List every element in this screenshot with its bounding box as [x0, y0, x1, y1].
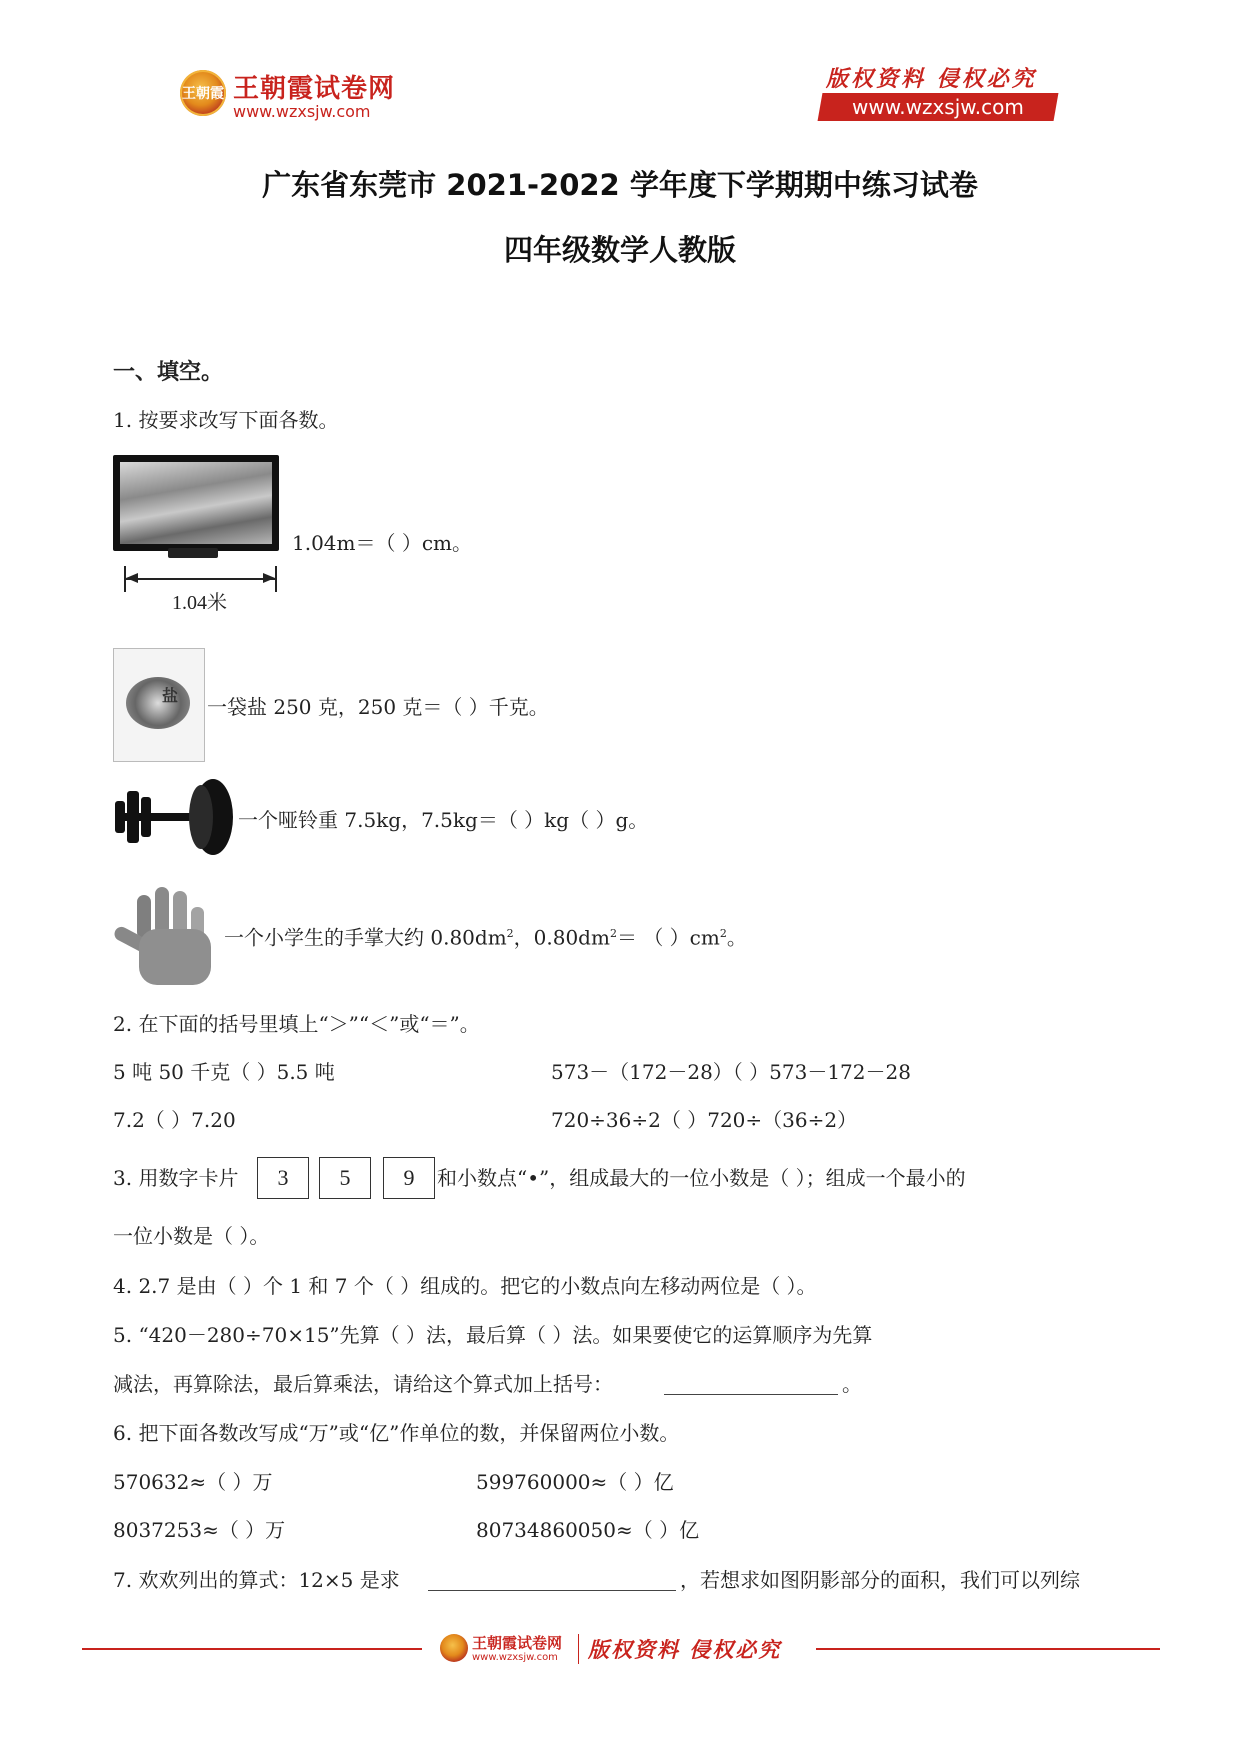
q5-line2: 减法，再算除法，最后算乘法，请给这个算式加上括号：: [113, 1372, 613, 1396]
footer-rule-left: [82, 1648, 422, 1650]
q4-text: 4. 2.7 是由（ ）个 1 和 7 个（ ）组成的。把它的小数点向左移动两位是（ ）。: [113, 1274, 817, 1298]
q1-dumbbell-text: 一个哑铃重 7.5kg，7.5kg＝（ ）kg（ ）g。: [238, 808, 649, 832]
q5-line1: 5. “420－280÷70×15”先算（ ）法，最后算（ ）法。如果要使它的运算顺序为先算: [113, 1323, 873, 1347]
q3-line2: 一位小数是（ ）。: [113, 1224, 270, 1248]
site-logo-title: 王朝霞试卷网: [233, 74, 396, 104]
q2-row2-left: 7.2（ ）7.20: [113, 1108, 236, 1132]
digit-card: 9: [383, 1157, 435, 1199]
site-logo-url: www.wzxsjw.com: [233, 102, 371, 121]
footer-separator: [578, 1634, 579, 1664]
footer-copyright: 版权资料 侵权必究: [588, 1638, 782, 1662]
exam-title: 广东省东莞市 2021-2022 学年度下学期期中练习试卷: [262, 168, 978, 202]
q2-row1-left: 5 吨 50 千克（ ）5.5 吨: [113, 1060, 335, 1084]
q5-line2-end: 。: [842, 1372, 862, 1396]
tv-stand: [168, 548, 218, 558]
footer-rule-right: [816, 1648, 1160, 1650]
q2-row2-right: 720÷36÷2（ ）720÷（36÷2）: [551, 1108, 858, 1132]
dumbbell-icon: [113, 775, 239, 859]
q1-tv-text: 1.04m＝（ ）cm。: [292, 531, 473, 555]
q3-prefix: 3. 用数字卡片: [113, 1166, 239, 1190]
salt-bag-image: 盐: [113, 648, 205, 762]
digit-card: 5: [319, 1157, 371, 1199]
q6-row2-right: 80734860050≈（ ）亿: [476, 1518, 700, 1542]
footer-logo-badge: [440, 1634, 468, 1662]
site-logo-badge: 王朝霞: [180, 70, 226, 116]
q7-answer-line: [428, 1590, 676, 1591]
dimension-arrows-icon: [124, 571, 277, 585]
exam-subtitle: 四年级数学人教版: [503, 233, 736, 267]
q6-row1-left: 570632≈（ ）万: [113, 1470, 273, 1494]
q2-prompt: 2. 在下面的括号里填上“＞”“＜”或“＝”。: [113, 1012, 480, 1036]
q6-row2-left: 8037253≈（ ）万: [113, 1518, 286, 1542]
q1-hand-text: 一个小学生的手掌大约 $0.80dm^2$，$0.80dm^2=$ （ ）$cm^2$。: [224, 925, 747, 950]
q5-answer-line: [664, 1394, 838, 1395]
footer-logo-url: www.wzxsjw.com: [472, 1652, 558, 1663]
footer-logo-title: 王朝霞试卷网: [472, 1634, 563, 1652]
copyright-notice: 版权资料 侵权必究: [826, 67, 1037, 92]
hand-icon: [113, 885, 225, 990]
q7-prefix: 7. 欢欢列出的算式：12×5 是求: [113, 1568, 400, 1592]
q6-row1-right: 599760000≈（ ）亿: [476, 1470, 674, 1494]
url-banner: www.wzxsjw.com: [818, 93, 1059, 121]
tv-dimension-label: 1.04米: [172, 592, 227, 614]
section-heading: 一、填空。: [113, 360, 224, 385]
q1-salt-text: 一袋盐 250 克，250 克＝（ ）千克。: [207, 695, 549, 719]
tv-image: [113, 455, 279, 551]
q2-row1-right: 573－（172－28）（ ）573－172－28: [551, 1060, 911, 1084]
q1-prompt: 1. 按要求改写下面各数。: [113, 408, 339, 432]
q6-prompt: 6. 把下面各数改写成“万”或“亿”作单位的数，并保留两位小数。: [113, 1421, 680, 1445]
q7-suffix: ，若想求如图阴影部分的面积，我们可以列综: [680, 1568, 1080, 1592]
q3-suffix: 和小数点“•”，组成最大的一位小数是（ ）；组成一个最小的: [437, 1166, 966, 1190]
digit-card: 3: [257, 1157, 309, 1199]
